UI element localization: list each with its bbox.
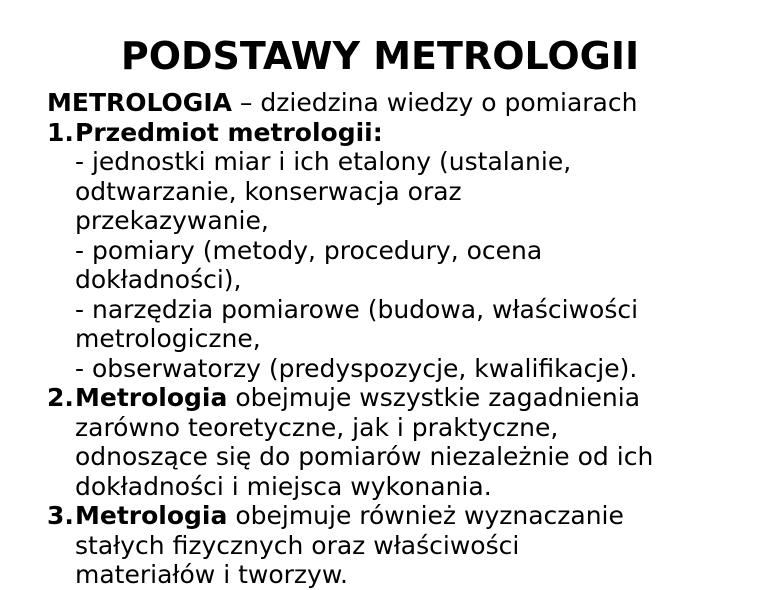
item-number: 3.: [47, 501, 74, 530]
item-line: zarówno teoretyczne, jak i praktyczne,: [75, 412, 559, 442]
item-line: dokładności i miejsca wykonania.: [75, 471, 492, 501]
item-number: 1.: [47, 117, 74, 147]
intro-term: METROLOGIA: [47, 88, 232, 117]
item-line: przekazywanie,: [75, 206, 269, 235]
item-line: - obserwatorzy (predyspozycje, kwalifikacje).: [75, 353, 638, 383]
list-item: [47, 501, 747, 590]
item-text: obejmuje wszystkie zagadnienia: [227, 383, 641, 412]
item-line: odnoszące się do pomiarów niezależnie od ich: [75, 442, 654, 471]
item-line: - jednostki miar i ich etalony (ustalanie,: [75, 147, 572, 176]
item-number: 2.: [47, 383, 74, 412]
list-item: [47, 118, 747, 384]
item-text: obejmuje również wyznaczanie: [227, 501, 624, 530]
slide-title: PODSTAWY METROLOGII: [120, 34, 640, 78]
intro-line: [47, 88, 747, 118]
list-item: [47, 383, 747, 501]
item-heading: Metrologia: [75, 501, 228, 530]
item-line: materiałów i tworzyw.: [75, 560, 348, 589]
item-line: odtwarzanie, konserwacja oraz: [75, 176, 462, 206]
item-line: stałych fizycznych oraz właściwości: [75, 530, 520, 560]
item-heading: Przedmiot metrologii:: [75, 117, 383, 147]
item-line: - pomiary (metody, procedury, ocena: [75, 235, 543, 265]
item-line: metrologiczne,: [75, 324, 261, 353]
item-line: - narzędzia pomiarowe (budowa, właściwości: [75, 294, 639, 324]
item-heading: Metrologia: [75, 383, 228, 412]
slide-content: [47, 88, 747, 590]
item-line: dokładności),: [75, 265, 242, 294]
intro-definition: – dziedzina wiedzy o pomiarach: [231, 88, 638, 117]
